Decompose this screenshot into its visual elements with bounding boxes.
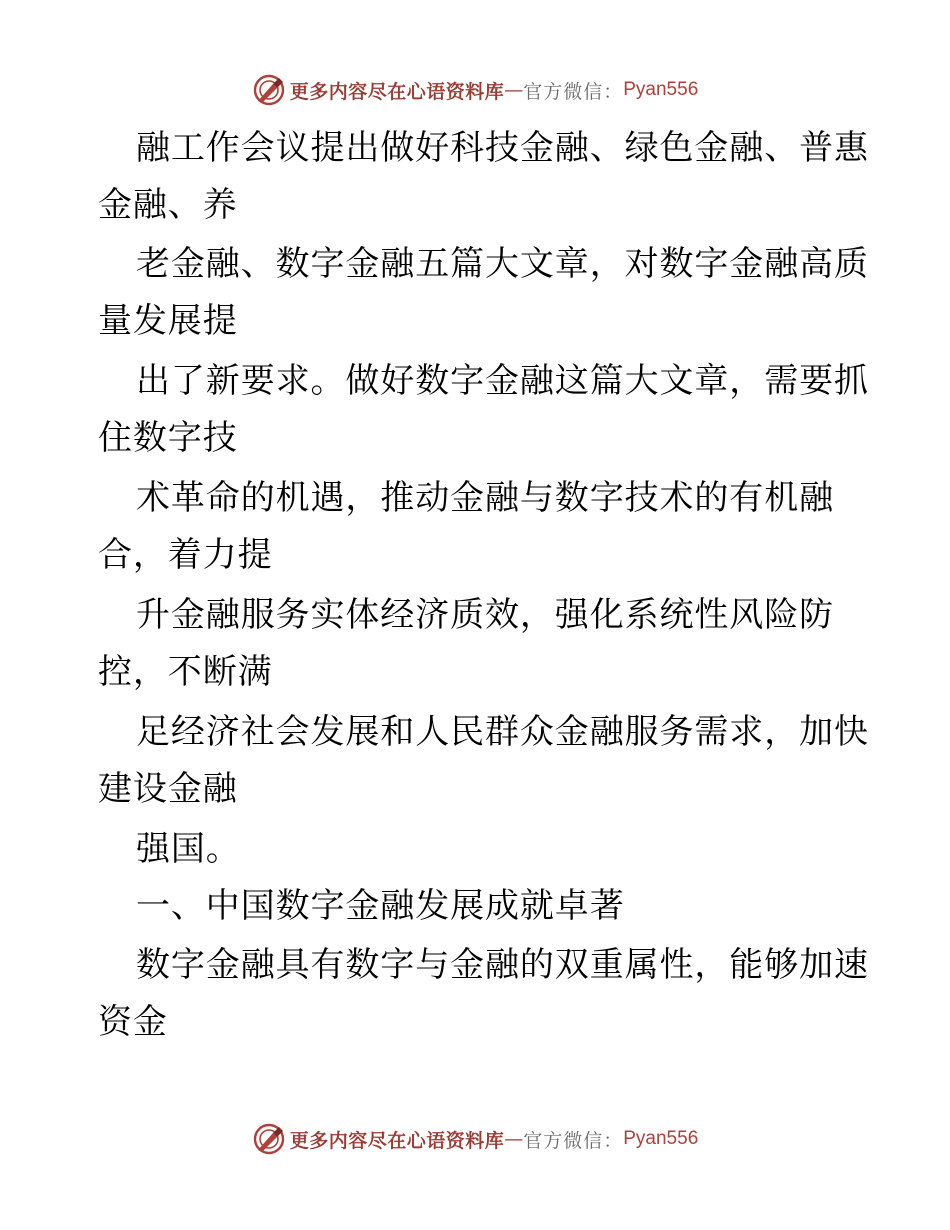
body-line: 建设金融 xyxy=(98,769,238,809)
pen-logo-icon xyxy=(252,73,286,107)
watermark-dash: — xyxy=(504,1128,524,1150)
body-line: 足经济社会发展和人民群众金融服务需求，加快 xyxy=(136,712,869,752)
body-line: 合，着力提 xyxy=(98,535,273,575)
pen-logo-icon xyxy=(252,1122,286,1156)
body-line: 资金 xyxy=(98,1002,168,1042)
body-line: 升金融服务实体经济质效，强化系统性风险防 xyxy=(136,595,834,635)
watermark-brand: 更多内容尽在心语资料库 xyxy=(289,80,505,103)
watermark-header xyxy=(0,68,950,112)
body-line: 老金融、数字金融五篇大文章，对数字金融高质 xyxy=(136,244,869,284)
watermark-footer xyxy=(0,1117,950,1161)
watermark-account: Pyan556 xyxy=(623,79,699,100)
body-line: 量发展提 xyxy=(98,301,238,341)
body-line: 出了新要求。做好数字金融这篇大文章，需要抓 xyxy=(136,361,869,401)
body-line: 控，不断满 xyxy=(98,652,273,692)
body-line: 融工作会议提出做好科技金融、绿色金融、普惠 xyxy=(136,128,869,168)
body-line: 金融、养 xyxy=(98,185,238,225)
body-line: 术革命的机遇，推动金融与数字技术的有机融 xyxy=(136,478,834,518)
body-line: 住数字技 xyxy=(98,418,238,458)
watermark-account: Pyan556 xyxy=(623,1128,699,1149)
watermark-official-label: 官方微信： xyxy=(523,1129,624,1152)
body-line: 强国。 xyxy=(136,829,241,869)
watermark-brand: 更多内容尽在心语资料库 xyxy=(289,1129,505,1152)
body-line: 数字金融具有数字与金融的双重属性，能够加速 xyxy=(136,945,869,985)
section-heading: 一、中国数字金融发展成就卓著 xyxy=(136,886,625,926)
watermark-dash: — xyxy=(504,79,524,101)
watermark-official-label: 官方微信： xyxy=(523,80,624,103)
